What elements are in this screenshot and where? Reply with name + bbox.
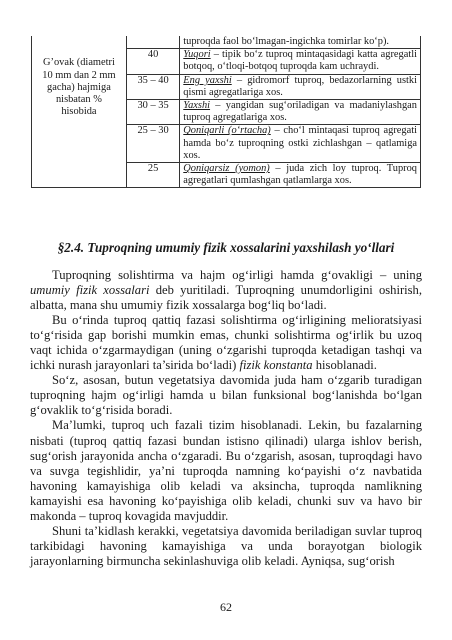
- table-cell-value: 25: [126, 163, 179, 188]
- row-description: – cho‘l mintaqasi tuproq agregati hamda bo‘z tuproqning ostki zichlashgan – qatlamiga xos.: [183, 125, 417, 161]
- row-description: – yangidan sug‘oriladigan va madaniylashgan tuproq agregatlariga xos.: [183, 100, 417, 124]
- paragraph: Ma’lumki, tuproq uch fazali tizim hisoblanadi. Lekin, bu fazalarning nisbati (tuproq qattiq fazasi bundan istisno qilinadi) ularga ishlov berish, sug‘orish jarayonida ancha o‘zgaradi. Bu o‘zgarish, asosan, tuproqdagi havo va suvga tegishlidir, ya’ni tuproqda namning ko‘payishi o‘z navbatida havoning kamayishiga olib keladi va aksincha, tuproqda namlikning kamayishi esa havoning ko‘payishiga olib keladi, chunki suv va havo bir makonda – tuproq kovagida mavjuddir.: [30, 418, 422, 523]
- row-term: Yaxshi: [183, 100, 211, 112]
- section-heading: §2.4. Tuproqning umumiy fizik xossalarini yaxshilash yo‘llari: [57, 240, 395, 255]
- text-run: Bu o‘rinda tuproq qattiq fazasi solishtirma og‘irligining melioratsiyasi to‘g‘risida gap borishi mumkin emas, chunki solishtirma og‘irlik bu uzoq vaqt ichida o‘zgarmaydigan (uning o‘zgarishi tuproqda ketadigan tashqi va ichki nurash jarayonlari ta’sirida bo‘ladi): [30, 313, 422, 373]
- row-description: – juda zich loy tuproq. Tuproq agregatlari qumlashgan qatlamlarga xos.: [183, 163, 417, 187]
- table-row: [32, 49, 421, 74]
- table-cell-category: [32, 49, 127, 125]
- porosity-table: [31, 36, 421, 188]
- category-line: 10 mm dan 2 mm: [42, 69, 116, 81]
- table-row: [32, 125, 421, 163]
- table-cell-description: [180, 36, 421, 49]
- table-cell-description: [180, 163, 421, 188]
- table-cell-value: 40: [126, 49, 179, 74]
- paragraph: Shuni ta’kidlash kerakki, vegetatsiya davomida beriladigan suvlar tuproq tarkibidagi havoning kamayishiga va unda borayotgan biologik jarayonlarning birmuncha sekinlashuviga olib keladi. Ayniqsa, sug‘orish: [30, 523, 422, 568]
- table-cell-value: 35 – 40: [126, 74, 179, 99]
- table-cell-value: 30 – 35: [126, 100, 179, 125]
- table-row: [32, 36, 421, 49]
- table-cell-description: [180, 125, 421, 163]
- row-description: – tipik bo‘z tuproq mintaqasidagi katta agregatli botqoq, o‘tloqi-botqoq tuproqda kam uchraydi.: [183, 49, 417, 73]
- body-text: [30, 268, 422, 569]
- row-term: Qoniqarli (o‘rtacha): [183, 125, 271, 137]
- row-description: tuproqda faol bo‘lmagan-ingichka tomirlar ko‘p).: [183, 36, 390, 47]
- emphasis-term: fizik konstanta: [239, 358, 313, 373]
- table-cell-description: [180, 49, 421, 74]
- text-run: hisoblanadi.: [312, 358, 377, 373]
- table-cell-value: [126, 36, 179, 49]
- paragraph: [30, 268, 422, 313]
- page-number: 62: [220, 600, 232, 614]
- row-description: – gidromorf tuproq, bedazorlarning ustki qismi agregatlariga xos.: [183, 74, 418, 98]
- table-cell-value: 25 – 30: [126, 125, 179, 163]
- row-term: Yuqori: [183, 49, 211, 61]
- row-term: Eng yaxshi: [183, 74, 232, 86]
- table-cell-description: [180, 74, 421, 99]
- category-line: gacha) hajmiga: [47, 81, 111, 93]
- table-cell-description: [180, 100, 421, 125]
- category-line: nisbatan %: [55, 93, 102, 105]
- text-run: deb yuritiladi. Tuproqning unumdorligini oshirish, albatta, mana shu umumiy fizik xossalarga bog‘liq bo‘ladi.: [30, 283, 423, 313]
- row-term: Qoniqarsiz (yomon): [183, 163, 270, 175]
- category-line: hisobida: [61, 106, 97, 118]
- emphasis-term: umumiy fizik xossalari: [30, 283, 150, 298]
- text-run: Tuproqning solishtirma va hajm og‘irligi hamda g‘ovakligi – uning: [52, 268, 422, 282]
- category-line: G’ovak (diametri: [43, 57, 115, 69]
- paragraph: [30, 313, 422, 373]
- paragraph: So‘z, asosan, butun vegetatsiya davomida juda ham o‘zgarib turadigan tuproqning hajm og‘irligi hamda u bilan funksional bog‘lanishda bo‘lgan g‘ovaklik to‘g‘risida boradi.: [30, 373, 422, 418]
- table-cell-empty: [32, 36, 127, 49]
- table-cell-empty: [32, 125, 127, 188]
